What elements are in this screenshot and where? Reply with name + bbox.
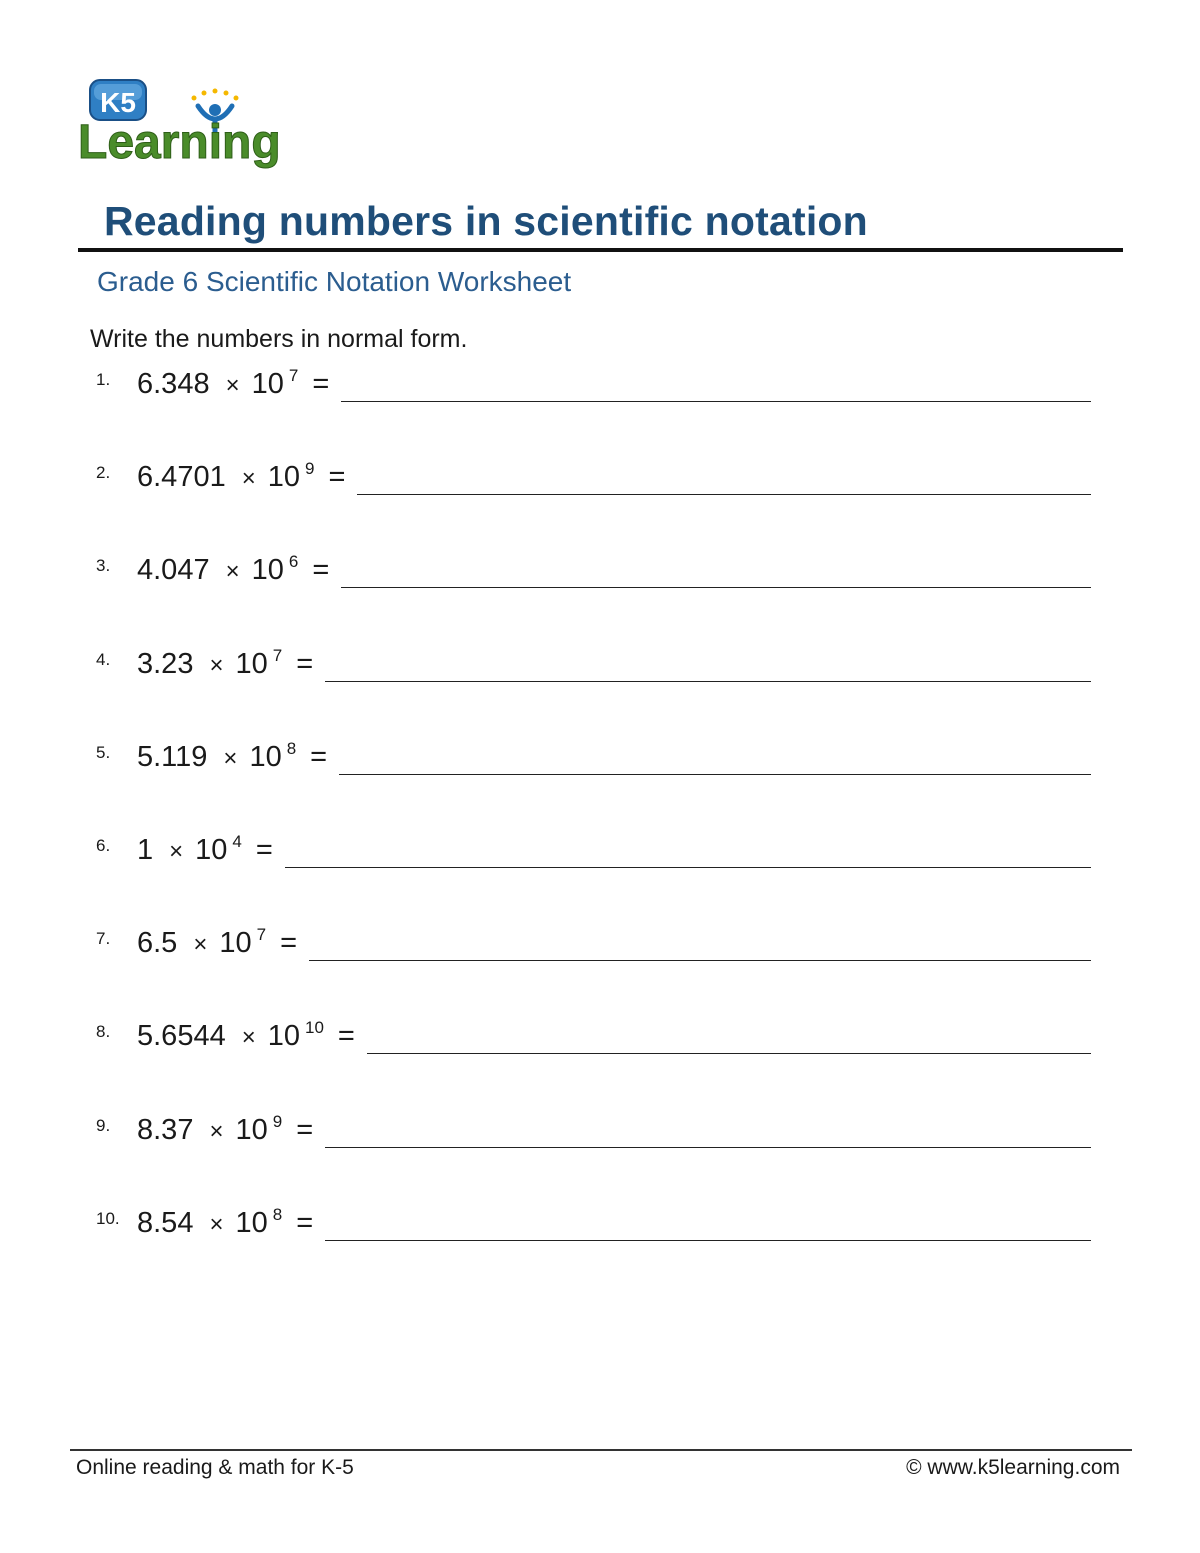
coefficient: 4.047 <box>137 554 210 587</box>
answer-line[interactable] <box>325 1240 1091 1242</box>
problem-row <box>0 738 1200 801</box>
problem-number: 2. <box>96 463 111 483</box>
equals-sign: = <box>337 1020 355 1053</box>
problem-row <box>0 834 1200 894</box>
equals-sign: = <box>296 647 314 680</box>
times-symbol: × <box>209 651 224 679</box>
logo-wordmark: Learning <box>78 116 281 169</box>
k5-learning-logo <box>76 76 296 172</box>
problem-number: 1. <box>96 370 111 389</box>
logo-badge-text: K5 <box>100 87 136 118</box>
exponent: 8 <box>286 738 297 758</box>
coefficient: 8.54 <box>137 1206 194 1239</box>
coefficient: 6.348 <box>137 368 210 400</box>
times-symbol: × <box>225 372 240 399</box>
problem-expression <box>137 554 329 587</box>
problem-number: 9. <box>96 1115 111 1135</box>
base: 10 <box>235 1206 268 1239</box>
problem-row <box>0 1204 1200 1267</box>
answer-line[interactable] <box>339 774 1091 776</box>
answer-line[interactable] <box>341 587 1091 589</box>
answer-line[interactable] <box>357 494 1091 496</box>
problem-expression <box>137 834 273 867</box>
problem-number: 6. <box>96 836 111 855</box>
equals-sign: = <box>255 834 273 866</box>
problem-expression <box>137 738 328 774</box>
equals-sign: = <box>312 368 330 400</box>
answer-line[interactable] <box>325 1147 1091 1149</box>
times-symbol: × <box>241 465 256 493</box>
problem-expression <box>137 461 345 494</box>
equals-sign: = <box>312 554 330 587</box>
instruction-text: Write the numbers in normal form. <box>90 325 468 353</box>
problem-expression <box>137 1204 314 1240</box>
exponent: 7 <box>272 645 283 665</box>
footer-tagline: Online reading & math for K-5 <box>76 1456 354 1479</box>
problem-row <box>0 554 1200 614</box>
base: 10 <box>267 1020 300 1053</box>
problem-number: 10. <box>96 1208 120 1228</box>
base: 10 <box>249 740 282 773</box>
coefficient: 8.37 <box>137 1113 194 1146</box>
problem-expression <box>137 368 329 401</box>
exponent: 6 <box>288 552 299 572</box>
coefficient: 6.4701 <box>137 461 226 494</box>
problem-number: 4. <box>96 649 111 669</box>
exponent: 9 <box>272 1111 283 1131</box>
times-symbol: × <box>225 558 240 586</box>
exponent: 9 <box>304 459 315 479</box>
times-symbol: × <box>241 1024 256 1052</box>
times-symbol: × <box>223 744 238 772</box>
equals-sign: = <box>296 1206 314 1239</box>
answer-line[interactable] <box>367 1053 1091 1055</box>
problem-expression <box>137 927 297 960</box>
times-symbol: × <box>169 838 184 865</box>
exponent: 4 <box>232 832 242 851</box>
problem-row <box>0 1111 1200 1174</box>
coefficient: 5.119 <box>137 740 208 773</box>
base: 10 <box>195 834 228 866</box>
base: 10 <box>235 647 268 680</box>
base: 10 <box>251 554 284 587</box>
problem-number: 8. <box>96 1022 111 1042</box>
coefficient: 3.23 <box>137 647 194 680</box>
problem-row <box>0 645 1200 708</box>
base: 10 <box>219 927 252 960</box>
problem-number: 3. <box>96 556 111 576</box>
exponent: 7 <box>288 366 299 385</box>
answer-line[interactable] <box>341 401 1091 403</box>
equals-sign: = <box>310 740 328 773</box>
equals-sign: = <box>328 461 346 494</box>
problem-expression <box>137 1020 355 1053</box>
exponent: 8 <box>272 1204 283 1224</box>
base: 10 <box>235 1113 268 1146</box>
footer-website: © www.k5learning.com <box>906 1456 1120 1479</box>
coefficient: 6.5 <box>137 927 178 960</box>
times-symbol: × <box>193 931 208 959</box>
title-divider <box>78 248 1123 252</box>
answer-line[interactable] <box>325 681 1091 683</box>
answer-line[interactable] <box>285 867 1091 869</box>
problem-row <box>0 368 1200 428</box>
page-title: Reading numbers in scientific notation <box>104 198 868 244</box>
problem-expression <box>137 1111 314 1147</box>
times-symbol: × <box>209 1210 224 1238</box>
times-symbol: × <box>209 1117 224 1145</box>
problem-number: 5. <box>96 742 111 762</box>
problem-row <box>0 461 1200 521</box>
equals-sign: = <box>296 1113 314 1146</box>
problem-expression <box>137 645 314 681</box>
exponent: 7 <box>256 925 267 945</box>
footer-divider <box>70 1449 1132 1451</box>
coefficient: 5.6544 <box>137 1020 226 1053</box>
base: 10 <box>267 461 300 494</box>
base: 10 <box>251 368 284 400</box>
problem-row <box>0 1020 1200 1080</box>
answer-line[interactable] <box>309 960 1091 962</box>
k5-badge-icon <box>90 80 146 120</box>
page-subtitle: Grade 6 Scientific Notation Worksheet <box>97 266 572 297</box>
coefficient: 1 <box>137 834 154 866</box>
problem-row <box>0 927 1200 987</box>
problem-number: 7. <box>96 929 111 949</box>
equals-sign: = <box>280 927 298 960</box>
exponent: 10 <box>304 1018 324 1038</box>
